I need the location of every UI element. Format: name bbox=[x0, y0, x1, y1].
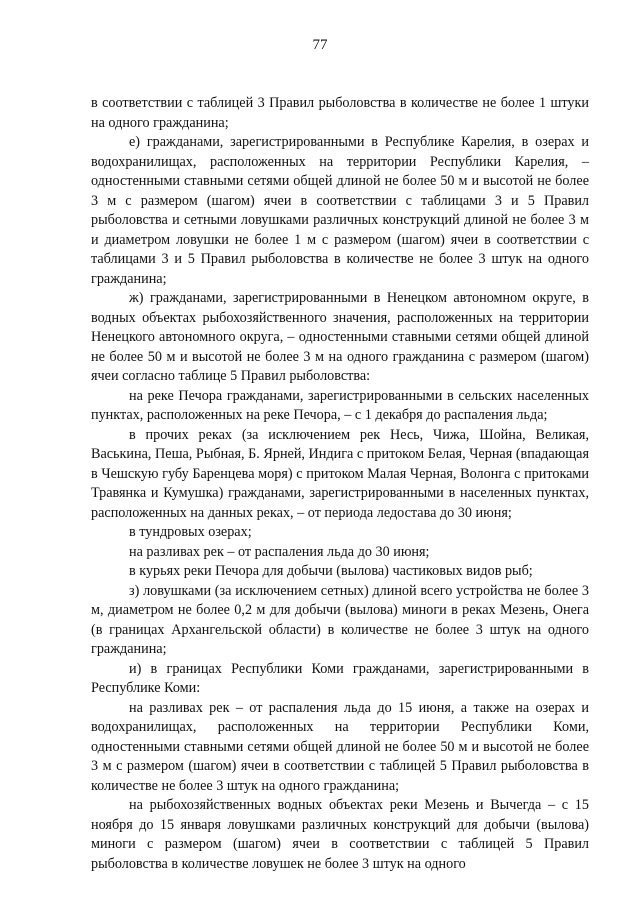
paragraph-mezen-vychegda: на рыбохозяйственных водных объектах реки Мезень и Вычегда – с 15 ноября до 15 января ловушками различных конструкций для добычи (вылова) миноги с размером (шагом) ячеи в соответствии с таблицей 5 Правил рыболовства в количестве ловушек не более 3 штук на одного bbox=[91, 797, 589, 872]
paragraph-komi-floods: на разливах рек – от распаления льда до 15 июня, а также на озерах и водохранилищах, расположенных на территории Республики Коми, одностенными ставными сетями общей длиной не более 50 м и высотой не более 3 м с размером (шагом) ячеи в соответствии с таблицей 5 Правил рыболовства в количестве не более 3 штук на одного гражданина; bbox=[91, 699, 589, 794]
document-body bbox=[91, 94, 589, 874]
page-number: 77 bbox=[312, 37, 328, 53]
paragraph-pechora-river: на реке Печора гражданами, зарегистрированными в сельских населенных пунктах, расположенных на реке Печора, – с 1 декабря до распаления льда; bbox=[91, 387, 589, 423]
paragraph-item-i-komi: и) в границах Республики Коми гражданами, зарегистрированными в Республике Коми: bbox=[91, 660, 589, 696]
paragraph-river-floods: на разливах рек – от распаления льда до 30 июня; bbox=[129, 543, 430, 560]
paragraph-other-rivers: в прочих реках (за исключением рек Несь, Чижа, Шойна, Великая, Васькина, Пеша, Рыбная, Б. Ярней, Индига с притоком Белая, Черная (впадающая в Чешскую губу Баренцева моря) с притоком Малая Черная, Волонга с притоками Травянка и Кумушка) гражданами, зарегистрированными в населенных пунктах, расположенных на данных реках, – от периода ледостава до 30 июня; bbox=[91, 426, 589, 521]
paragraph-continuation: в соответствии с таблицей 3 Правил рыболовства в количестве не более 1 штуки на одного гражданина; bbox=[91, 95, 589, 131]
paragraph-item-e-karelia: е) гражданами, зарегистрированными в Республике Карелия, в озерах и водохранилищах, расположенных на территории Республики Карелия, – одностенными ставными сетями общей длиной не более 50 м и высотой не более 3 м с размером (шагом) ячеи в соответствии с таблицами 3 и 5 Правил рыболовства и сетными ловушками различных конструкций длиной не более 3 м и диаметром ловушки не более 1 м с размером (шагом) ячеи в соответствии с таблицами 3 и 5 Правил рыболовства в количестве не более 3 штук на одного гражданина; bbox=[91, 134, 589, 287]
paragraph-pechora-kurya: в курьях реки Печора для добычи (вылова) частиковых видов рыб; bbox=[129, 563, 533, 579]
paragraph-item-zh-nenets: ж) гражданами, зарегистрированными в Ненецком автономном округе, в водных объектах рыбохозяйственного значения, расположенных на территории Ненецкого автономного округа, – одностенными ставными сетями общей длиной не более 50 м и высотой не более 3 м на одного гражданина с размером (шагом) ячеи согласно таблице 5 Правил рыболовства: bbox=[91, 290, 589, 384]
paragraph-tundra-lakes: в тундровых озерах; bbox=[129, 524, 252, 540]
paragraph-item-z-traps: з) ловушками (за исключением сетных) длиной всего устройства не более 3 м, диаметром не более 0,2 м для добычи (вылова) миноги в реках Мезень, Онега (в границах Архангельской области) в количестве не более 3 штук на одного гражданина; bbox=[91, 582, 589, 657]
